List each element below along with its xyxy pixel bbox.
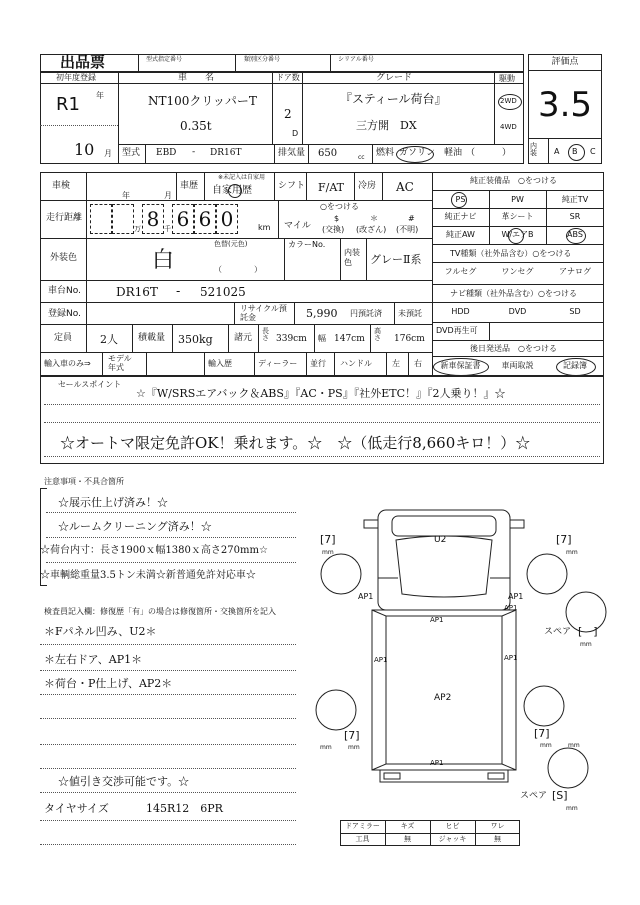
notes-label: 注意事項・不具合箇所 bbox=[44, 477, 124, 486]
model-code: DR16T bbox=[210, 148, 242, 158]
tire-size-label: タイヤサイズ bbox=[44, 802, 109, 815]
spare-bottom-label: スペア bbox=[520, 791, 548, 801]
form-title: 出品票 bbox=[60, 53, 106, 71]
docs-title: 後日発送品 ○をつける bbox=[470, 344, 557, 353]
tv-fullseg: フルセグ bbox=[444, 267, 477, 276]
note-4: ☆車輌総重量3.5トン未満☆新普通免許対応車☆ bbox=[40, 570, 256, 581]
height-value: 176cm bbox=[394, 334, 425, 344]
exterior-color-label: 外装色 bbox=[50, 253, 78, 263]
color-change-label: 色替(元色) bbox=[214, 240, 248, 248]
legend-head-3: ヒビ bbox=[445, 822, 460, 830]
interior-grade-c: C bbox=[590, 147, 596, 156]
tv-oneseg: ワンセグ bbox=[501, 267, 534, 276]
drive-2wd: 2WD bbox=[500, 97, 517, 105]
registration-no-label: 登録No. bbox=[48, 309, 81, 319]
mileage-unknown: (不明) bbox=[396, 225, 419, 234]
interior-color-label: 内装色 bbox=[344, 248, 360, 267]
import-label: 輸入車のみ⇒ bbox=[44, 359, 91, 368]
rating-value: 3.5 bbox=[537, 85, 593, 125]
mileage-man-unit: 万 bbox=[134, 225, 141, 233]
tire-depth-rear-right: [7] bbox=[534, 727, 550, 740]
year-era: R1 bbox=[56, 94, 80, 115]
mm-rear-left: mm bbox=[348, 744, 360, 751]
note-2: ☆ルームクリーニング済み！☆ bbox=[58, 520, 212, 533]
tire-depth-rear-left: [7] bbox=[344, 729, 360, 742]
equip-leather: 革シート bbox=[501, 212, 534, 221]
interior-label: 内装 bbox=[530, 142, 537, 157]
mm-front-right: mm bbox=[566, 549, 578, 556]
equip-airbag: W/エアB bbox=[501, 230, 534, 239]
equip-tv: 純正TV bbox=[561, 195, 589, 204]
sales-points-line1: ☆『W/SRSエアバック＆ABS』『AC・PS』『社外ETC！』『2人乗り！』☆ bbox=[136, 387, 506, 400]
mark-ap1-bed-right: AP1 bbox=[504, 654, 518, 662]
fuel-label: 燃料 bbox=[376, 148, 395, 158]
mileage-digit-6-value: 0 bbox=[220, 207, 234, 231]
spare-top-label: スペア bbox=[544, 627, 572, 637]
width-value: 147cm bbox=[334, 334, 365, 344]
legend-val-1: 工具 bbox=[355, 835, 370, 843]
car-name-label: 車名 bbox=[178, 73, 233, 83]
tire-depth-front-left: [7] bbox=[320, 533, 336, 546]
chassis-label: 車台No. bbox=[48, 286, 81, 296]
model-dash: - bbox=[192, 147, 196, 157]
seats-value: 2人 bbox=[100, 333, 118, 346]
mileage-digit-4-value: 6 bbox=[176, 207, 190, 231]
interior-color-value: グレーⅡ系 bbox=[370, 253, 422, 266]
usage-value: 自家用歴 bbox=[212, 185, 252, 196]
grade-detail: 三方開 DX bbox=[356, 119, 417, 132]
mileage-exchange: (交換) bbox=[322, 225, 345, 234]
legend-head-1: ドアミラー bbox=[345, 822, 380, 830]
month-unit: 月 bbox=[104, 149, 112, 158]
load-label: 積載量 bbox=[138, 333, 166, 343]
note-1: ☆展示仕上げ済み！☆ bbox=[58, 496, 168, 509]
recycle-paid: 円預託済 bbox=[350, 309, 382, 318]
interior-grade-a: A bbox=[554, 147, 560, 156]
parallel-option: 並行 bbox=[310, 359, 326, 368]
legend-val-3: ジャッキ bbox=[438, 835, 467, 843]
seats-label: 定員 bbox=[54, 333, 73, 343]
handle-label: ハンドル bbox=[340, 359, 372, 368]
legend-val-2: 無 bbox=[404, 835, 411, 843]
legend-val-4: 無 bbox=[494, 835, 501, 843]
mm-rear-left-outer: mm bbox=[320, 744, 332, 751]
mark-ap1-front-right: AP1 bbox=[508, 592, 524, 601]
doors-count: 2 bbox=[284, 107, 292, 121]
inspection-year-unit: 年 bbox=[122, 191, 130, 200]
fuel-gasoline: ガソリン bbox=[399, 148, 436, 158]
equip-sr: SR bbox=[569, 212, 581, 221]
mileage-mile: マイル bbox=[284, 221, 311, 231]
load-value: 350kg bbox=[178, 333, 213, 346]
mileage-exchange-sym: $ bbox=[334, 214, 340, 223]
drive-4wd: 4WD bbox=[500, 123, 517, 131]
model-year-label: モデル年式 bbox=[108, 354, 132, 372]
chassis-prefix: DR16T bbox=[116, 285, 158, 299]
spare-top-depth: [ ] bbox=[578, 625, 598, 638]
navi-title: ナビ種類（社外品含む）○をつける bbox=[450, 289, 577, 298]
inspection-label: 車検 bbox=[52, 181, 71, 191]
handle-left: 左 bbox=[392, 359, 400, 368]
doc-record: 記録簿 bbox=[563, 361, 587, 370]
sales-points-label: セールスポイント bbox=[58, 380, 122, 389]
registration-month: 10 bbox=[74, 140, 95, 159]
equip-abs: ABS bbox=[567, 230, 583, 239]
doc-warranty: 新車保証書 bbox=[440, 361, 481, 370]
usage-label: 車歴 bbox=[180, 181, 199, 191]
inspector-line-8: ☆値引き交渉可能です。☆ bbox=[58, 775, 190, 788]
mm-rear-right: mm bbox=[540, 742, 552, 749]
tv-title: TV種類（社外品含む）○をつける bbox=[450, 249, 572, 258]
navi-hdd: HDD bbox=[451, 307, 470, 316]
interior-grade-b: B bbox=[572, 147, 578, 156]
grade-label: グレード bbox=[376, 73, 413, 83]
navi-sd: SD bbox=[569, 307, 581, 316]
mileage-unit: km bbox=[258, 223, 271, 232]
recycle-amount: 5,990 bbox=[306, 307, 338, 320]
color-number-label: カラーNo. bbox=[288, 240, 326, 249]
legend-head-4: ワレ bbox=[490, 822, 505, 830]
drive-label: 駆動 bbox=[499, 74, 515, 83]
mark-ap1-bed-left: AP1 bbox=[374, 656, 388, 664]
mark-ap1-bed-top: AP1 bbox=[430, 616, 444, 624]
model-prefix: EBD bbox=[156, 148, 177, 158]
displacement-unit: cc bbox=[358, 154, 365, 161]
mark-u2: U2 bbox=[434, 535, 447, 545]
equip-pw: PW bbox=[511, 195, 524, 204]
import-history-label: 輸入歴 bbox=[208, 359, 232, 368]
inspection-month-unit: 月 bbox=[164, 191, 172, 200]
mileage-tampered-sym: ＊ bbox=[370, 214, 378, 223]
car-name: NT100クリッパーT bbox=[148, 94, 257, 108]
mark-ap2: AP2 bbox=[434, 693, 452, 703]
handle-right: 右 bbox=[414, 359, 422, 368]
doc-manual: 車両取説 bbox=[501, 361, 534, 370]
mileage-digit-5-value: 6 bbox=[198, 207, 212, 231]
ac-label: 冷房 bbox=[358, 181, 377, 191]
mileage-tampered: (改ざん) bbox=[356, 225, 387, 234]
usage-note: ※未記入は自家用 bbox=[218, 174, 266, 181]
displacement-value: 650 bbox=[318, 148, 338, 159]
category-field: 類別区分番号 bbox=[244, 56, 281, 63]
mileage-unknown-sym: # bbox=[408, 214, 415, 223]
chassis-dash: - bbox=[176, 284, 181, 298]
grade-value: 『スティール荷台』 bbox=[340, 92, 447, 106]
mark-ap1-front-left: AP1 bbox=[358, 592, 374, 601]
doors-label: ドア数 bbox=[276, 73, 300, 82]
mileage-digit-3-value: 8 bbox=[146, 207, 160, 231]
tire-size-value: 145R12 6PR bbox=[146, 802, 223, 815]
inspector-line-1: ＊Fパネル凹み、U2＊ bbox=[44, 625, 157, 638]
tire-depth-front-right: [7] bbox=[556, 533, 572, 546]
fuel-diesel: 軽油 bbox=[444, 148, 463, 158]
equip-navi: 純正ナビ bbox=[444, 212, 477, 221]
note-3: ☆荷台内寸：長さ1900ｘ幅1380ｘ高さ270mm☆ bbox=[40, 545, 268, 556]
exterior-color-value: 白 bbox=[152, 248, 175, 273]
model-label: 型式 bbox=[122, 148, 141, 158]
height-label: 高さ bbox=[374, 327, 381, 342]
legend-head-2: キズ bbox=[400, 822, 415, 830]
width-label: 幅 bbox=[318, 334, 326, 343]
mileage-label: 走行距離 bbox=[46, 213, 83, 223]
recycle-label: リサイクル預託金 bbox=[240, 304, 287, 322]
year-unit: 年 bbox=[96, 91, 104, 100]
chassis-number: 521025 bbox=[200, 285, 246, 299]
length-value: 339cm bbox=[276, 334, 307, 344]
mark-ap1-bed-right2: AP1 bbox=[504, 604, 518, 612]
length-label: 長さ bbox=[262, 327, 269, 342]
mark-ap1-rear: AP1 bbox=[430, 759, 444, 767]
mm-front-left: mm bbox=[322, 549, 334, 556]
dvd-playback: DVD再生可 bbox=[436, 326, 478, 335]
doors-unit: D bbox=[292, 129, 299, 138]
rating-label: 評価点 bbox=[551, 57, 579, 67]
inspector-line-2: ＊左右ドア、AP1＊ bbox=[44, 653, 143, 666]
shift-value: F/AT bbox=[318, 181, 345, 194]
navi-dvd: DVD bbox=[508, 307, 527, 316]
equip-aw: 純正AW bbox=[446, 230, 475, 239]
original-color-paren: （ ） bbox=[214, 265, 262, 274]
equip-ps: PS bbox=[455, 195, 466, 204]
displacement-label: 排気量 bbox=[278, 148, 306, 158]
mileage-sen-unit: 千 bbox=[164, 225, 171, 233]
inspector-line-3: ＊荷台・P仕上げ、AP2＊ bbox=[44, 677, 173, 690]
dealer-option: ディーラー bbox=[258, 359, 298, 368]
type-designation-field: 型式指定番号 bbox=[146, 56, 183, 63]
mm-spare-top: mm bbox=[580, 641, 592, 648]
shift-label: シフト bbox=[278, 181, 306, 191]
car-capacity: 0.35t bbox=[180, 119, 212, 133]
inspector-label: 検査員記入欄：修復歴「有」の場合は修復箇所・交換箇所を記入 bbox=[44, 607, 276, 616]
recycle-unpaid: 未預託 bbox=[398, 309, 422, 318]
equipment-title: 純正装備品 ○をつける bbox=[470, 176, 557, 185]
tv-analog: アナログ bbox=[559, 267, 591, 276]
serial-field: シリアル番号 bbox=[338, 56, 374, 63]
ac-value: AC bbox=[396, 180, 414, 194]
dimensions-label: 諸元 bbox=[234, 333, 253, 343]
sales-points-line2: ☆オートマ限定免許OK！乗れます。☆ ☆（低走行8,660キロ！）☆ bbox=[60, 434, 531, 452]
mm-rear-right-outer: mm bbox=[568, 742, 580, 749]
mileage-tsukeru: ○をつける bbox=[320, 202, 359, 211]
first-registration-label: 初年度登録 bbox=[56, 73, 96, 82]
fuel-other: （ ） bbox=[466, 148, 512, 158]
spare-bottom-depth: [S] bbox=[552, 789, 568, 802]
mm-spare-bottom: mm bbox=[566, 805, 578, 812]
